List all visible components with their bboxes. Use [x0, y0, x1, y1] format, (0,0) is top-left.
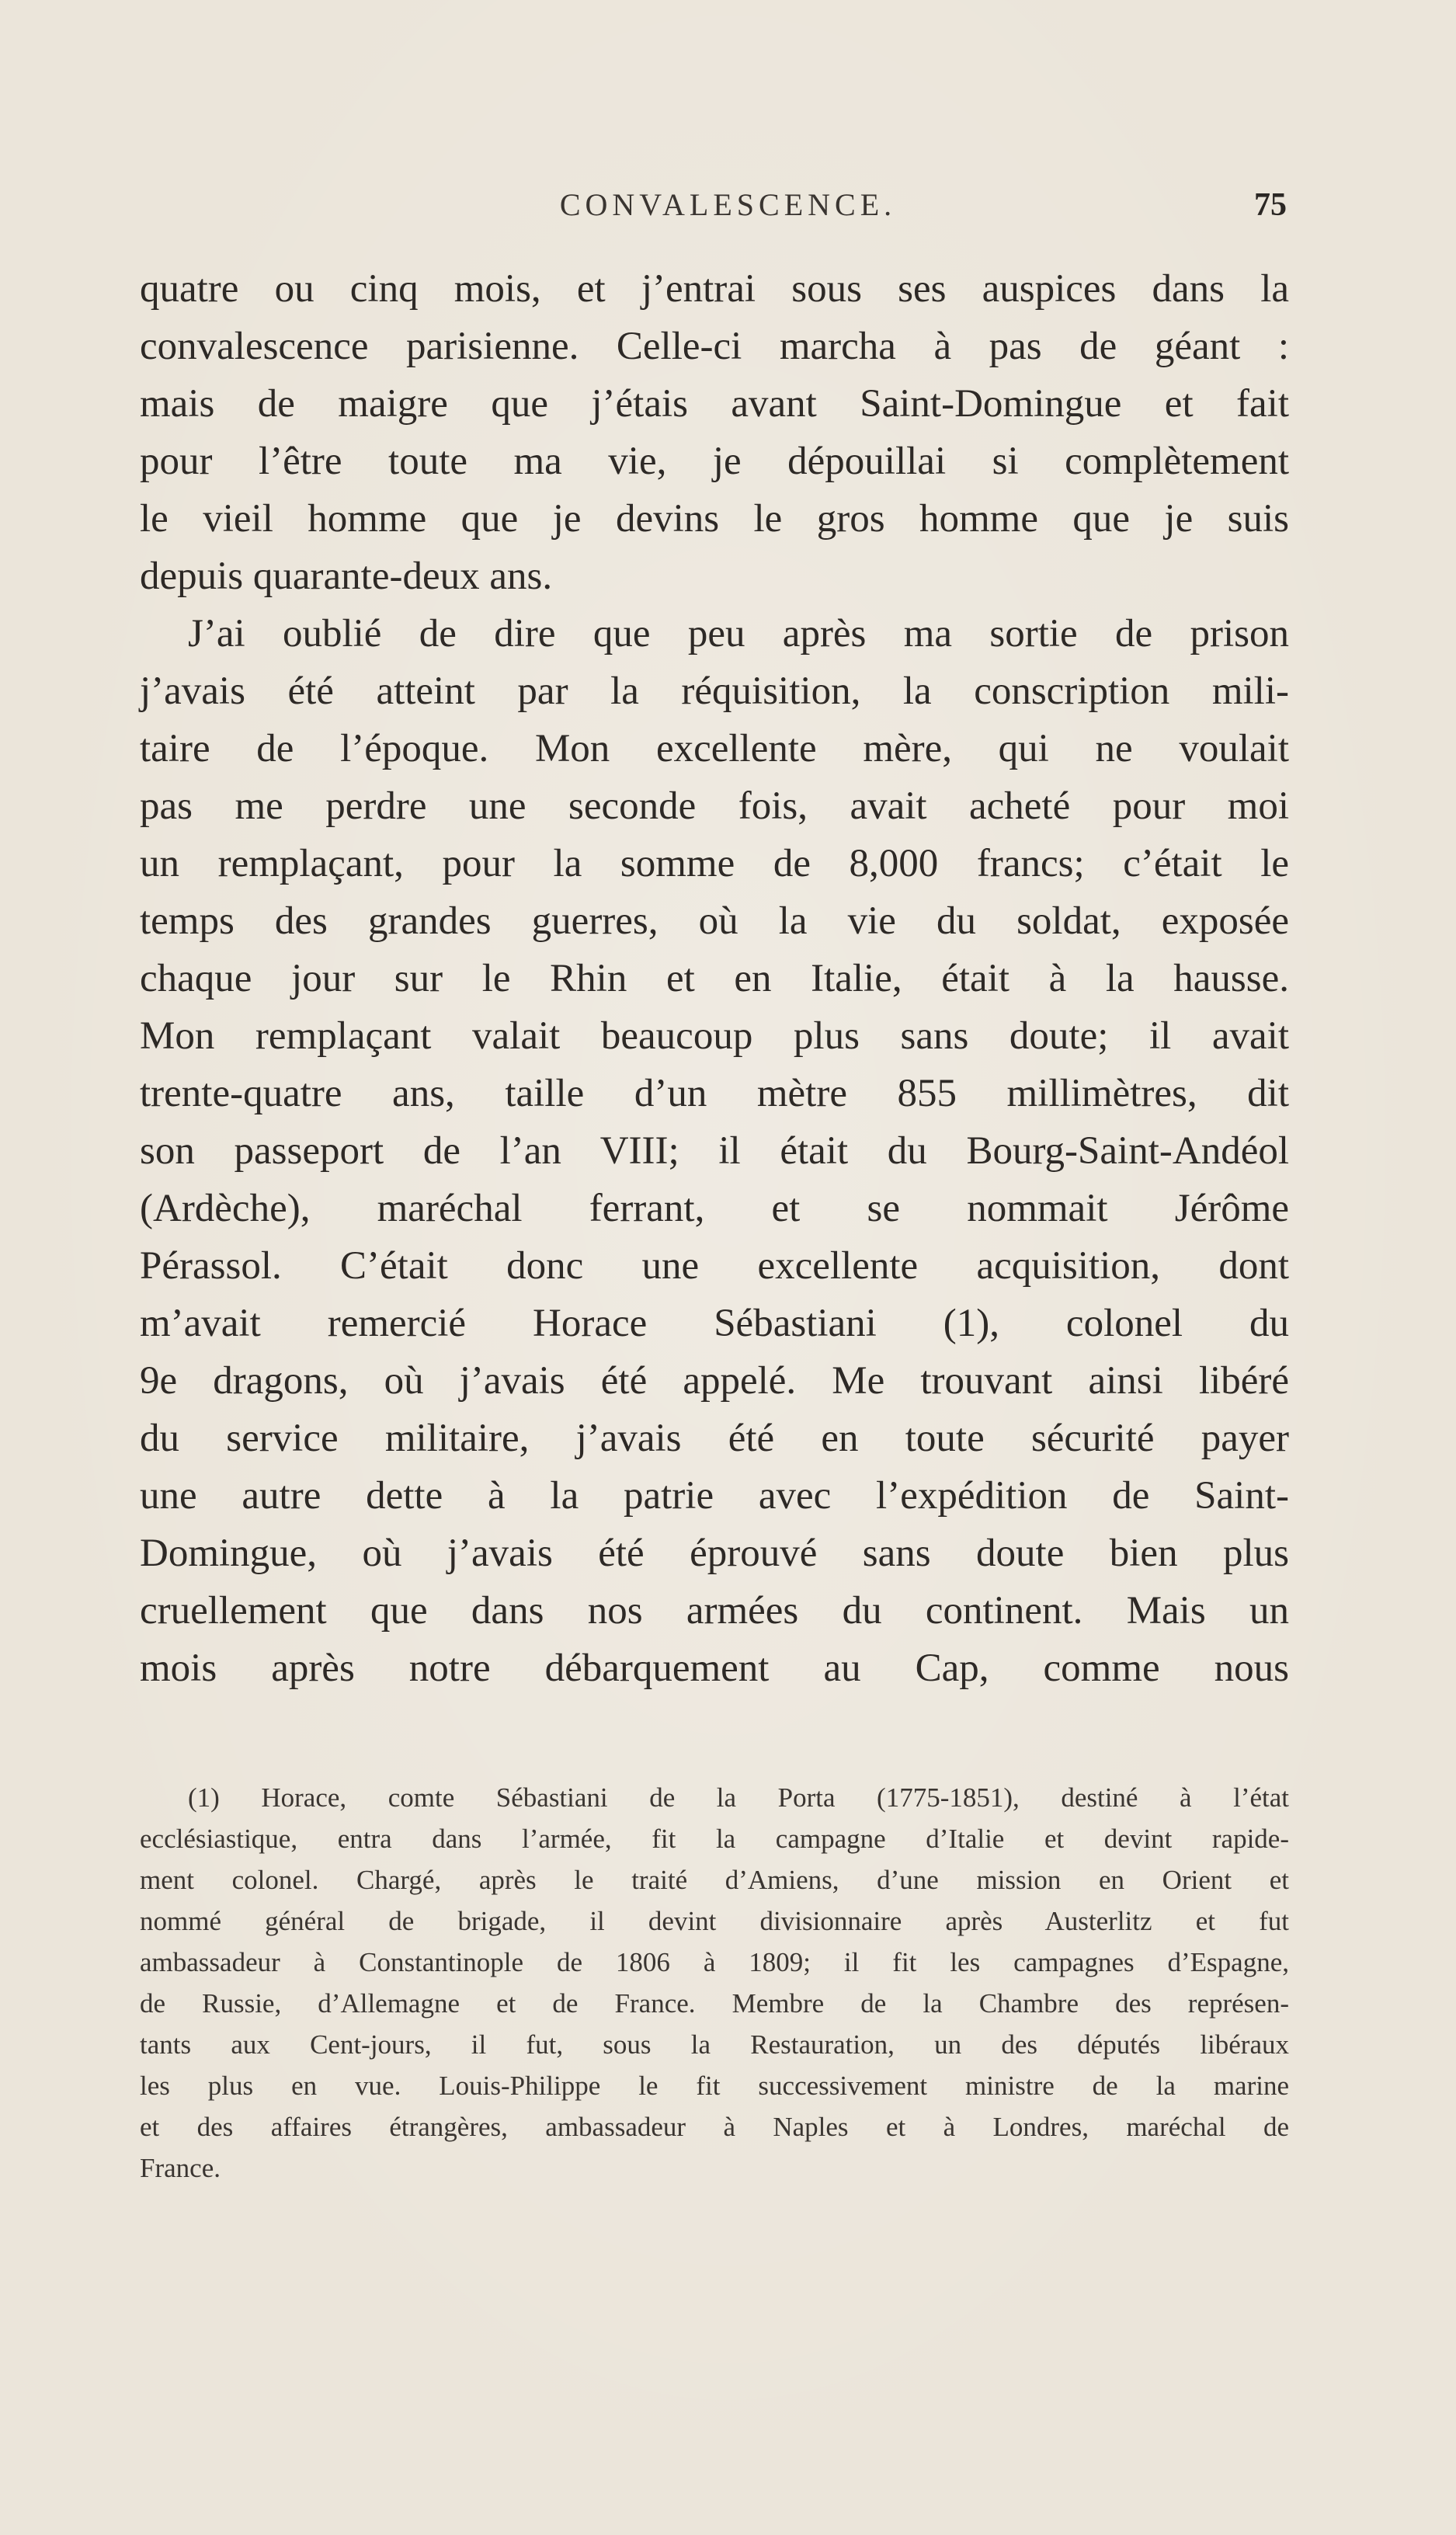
footnote-line: tants aux Cent-jours, il fut, sous la Restauration, un des députés libéraux	[140, 2029, 1289, 2060]
body-line: (Ardèche), maréchal ferrant, et se nommait Jérôme	[140, 1187, 1289, 1230]
body-text	[140, 260, 1289, 1697]
footnote-line: (1) Horace, comte Sébastiani de la Porta (1775-1851), destiné à l’état	[188, 1782, 1289, 1813]
body-line: Domingue, où j’avais été éprouvé sans doute bien plus	[140, 1532, 1289, 1575]
body-line: un remplaçant, pour la somme de 8,000 francs; c’était le	[140, 842, 1289, 885]
footnote-line: de Russie, d’Allemagne et de France. Membre de la Chambre des représen-	[140, 1988, 1289, 2019]
body-line: mais de maigre que j’étais avant Saint-Domingue et fait	[140, 382, 1289, 426]
running-title: CONVALESCENCE.	[559, 187, 897, 222]
body-line: j’avais été atteint par la réquisition, la conscription mili-	[140, 669, 1289, 713]
body-line: Mon remplaçant valait beaucoup plus sans doute; il avait	[140, 1014, 1289, 1058]
body-line: mois après notre débarquement au Cap, comme nous	[140, 1647, 1289, 1690]
body-line: 9e dragons, où j’avais été appelé. Me trouvant ainsi libéré	[140, 1359, 1289, 1403]
body-line: pour l’être toute ma vie, je dépouillai si complètement	[140, 440, 1289, 483]
body-line: du service militaire, j’avais été en toute sécurité payer	[140, 1417, 1289, 1460]
body-line: cruellement que dans nos armées du continent. Mais un	[140, 1589, 1289, 1633]
footnote-line: les plus en vue. Louis-Philippe le fit successivement ministre de la marine	[140, 2071, 1289, 2101]
footnote-line: ambassadeur à Constantinople de 1806 à 1809; il fit les campagnes d’Espagne,	[140, 1947, 1289, 1977]
body-line: taire de l’époque. Mon excellente mère, qui ne voulait	[140, 727, 1289, 770]
footnote-line: ecclésiastique, entra dans l’armée, fit la campagne d’Italie et devint rapide-	[140, 1824, 1289, 1854]
body-line: son passeport de l’an VIII; il était du Bourg-Saint-Andéol	[140, 1129, 1289, 1173]
body-line: le vieil homme que je devins le gros homme que je suis	[140, 497, 1289, 541]
body-line: trente-quatre ans, taille d’un mètre 855 millimètres, dit	[140, 1072, 1289, 1115]
body-line: J’ai oublié de dire que peu après ma sortie de prison	[188, 612, 1289, 655]
footnote-line: et des affaires étrangères, ambassadeur à Naples et à Londres, maréchal de	[140, 2112, 1289, 2142]
body-line: convalescence parisienne. Celle-ci marcha à pas de géant :	[140, 325, 1289, 368]
footnote-line: France.	[140, 2153, 221, 2183]
body-line: temps des grandes guerres, où la vie du soldat, exposée	[140, 899, 1289, 943]
body-line: chaque jour sur le Rhin et en Italie, était à la hausse.	[140, 957, 1289, 1000]
body-line: une autre dette à la patrie avec l’expédition de Saint-	[140, 1474, 1289, 1518]
body-line: quatre ou cinq mois, et j’entrai sous ses auspices dans la	[140, 267, 1289, 311]
footnote-line: ment colonel. Chargé, après le traité d’Amiens, d’une mission en Orient et	[140, 1865, 1289, 1895]
page-number: 75	[1254, 187, 1287, 223]
body-line: pas me perdre une seconde fois, avait acheté pour moi	[140, 784, 1289, 828]
footnote-line: nommé général de brigade, il devint divisionnaire après Austerlitz et fut	[140, 1906, 1289, 1936]
body-line: m’avait remercié Horace Sébastiani (1), colonel du	[140, 1302, 1289, 1345]
running-head	[0, 186, 1456, 233]
body-line: Pérassol. C’était donc une excellente acquisition, dont	[140, 1244, 1289, 1288]
footnote	[140, 1777, 1289, 2189]
body-line: depuis quarante-deux ans.	[140, 555, 553, 598]
